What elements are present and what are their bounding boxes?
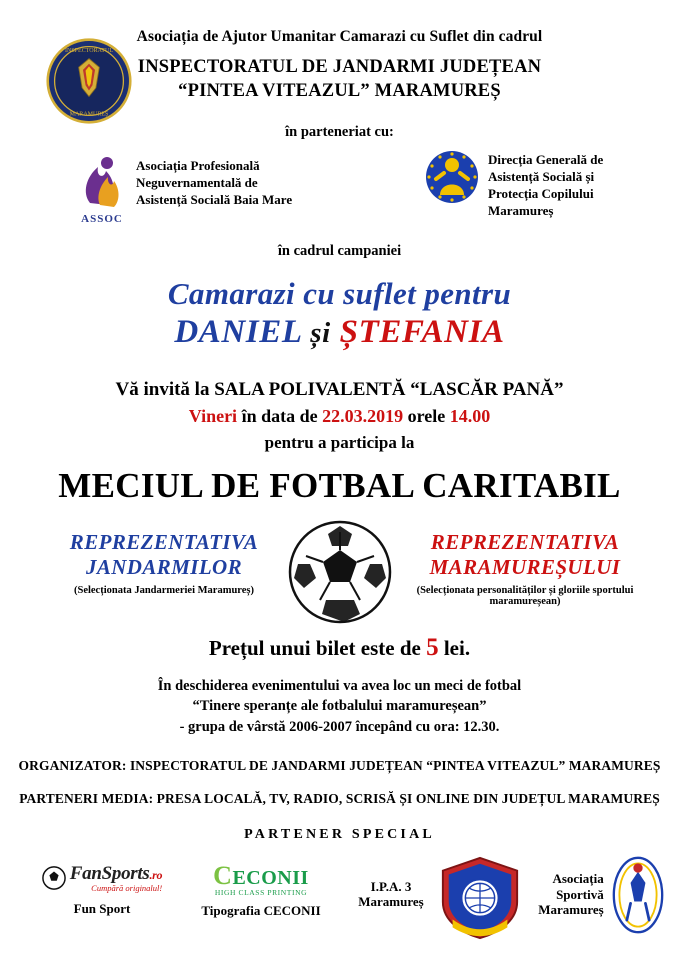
- asoc-caption-line1: Asociația: [552, 871, 604, 887]
- team-right-subtitle: (Selecționata personalităților și gloriile sportului maramureșean): [416, 585, 634, 608]
- ticket-price-line: [14, 634, 665, 662]
- svg-text:MARAMUREȘ: MARAMUREȘ: [69, 111, 109, 118]
- invite-hour: 14.00: [449, 405, 491, 426]
- team-left-subtitle: (Selecționata Jandarmeriei Maramureș): [73, 585, 254, 597]
- invite-hour-word: orele: [407, 405, 446, 426]
- ipa-caption-line2: Maramureș: [358, 894, 424, 910]
- partner-assoc-text: [136, 157, 292, 208]
- sponsor-sports-association: [532, 855, 672, 935]
- sports-association-logo-icon: [532, 855, 672, 935]
- asoc-caption-line3: Maramureș: [538, 902, 604, 918]
- invite-date: 22.03.2019: [322, 405, 404, 426]
- fansports-tld: .ro: [149, 867, 163, 882]
- assoc-text-line1: Asociația Profesională: [136, 157, 260, 173]
- fansports-text: FanSports: [69, 862, 150, 884]
- team-left-name-line1: REPREZENTATIVA: [69, 529, 259, 554]
- team-left-name-line2: JANDARMILOR: [85, 554, 243, 579]
- ceconii-text: ECONII: [232, 866, 309, 889]
- match-title: MECIUL DE FOTBAL CARITABIL: [58, 465, 621, 505]
- assoc-flame-logo-icon: [76, 151, 128, 211]
- assoc-text-line3: Asistență Socială Baia Mare: [136, 192, 293, 208]
- partner-dgaspc-text: [488, 151, 603, 220]
- invite-day: Vineri: [188, 405, 238, 426]
- sponsor-ipa: [346, 867, 436, 910]
- team-right-name: [391, 530, 659, 580]
- assoc-logo-caption: ASSOC: [81, 212, 123, 225]
- dgaspc-text-line4: Maramureș: [488, 203, 554, 219]
- preliminary-line2: “Tinere speranțe ale fotbalului maramureșean”: [192, 698, 487, 715]
- sponsor-ceconii: [186, 861, 336, 918]
- fansports-tagline: Cumpără originalul!: [91, 882, 163, 893]
- sponsor-fansports: [32, 861, 172, 916]
- partners-row: [14, 149, 665, 241]
- campaign-conjunction: și: [310, 316, 331, 349]
- price-amount: 5: [426, 633, 439, 661]
- invite-mid: în data de: [241, 405, 318, 426]
- invite-date-line: [14, 406, 665, 427]
- teams-row: [14, 518, 665, 630]
- campaign-title-names: [14, 314, 665, 351]
- campaign-name-daniel: DANIEL: [174, 313, 302, 350]
- partner-assoc: [76, 151, 292, 225]
- dgaspc-text-line1: Direcția Generală de: [488, 151, 604, 167]
- team-right-name-line1: REPREZENTATIVA: [430, 529, 620, 554]
- preliminary-match-block: [14, 676, 665, 738]
- ceconii-wordmark: [186, 861, 336, 891]
- ipa-text-icon: [346, 879, 436, 910]
- partnership-label: în parteneriat cu:: [285, 123, 394, 140]
- ipa-caption-line1: I.P.A. 3: [370, 878, 412, 894]
- header-line2: INSPECTORATUL DE JANDARMI JUDEȚEAN: [137, 57, 542, 77]
- fansports-wordmark: [70, 863, 162, 885]
- campaign-title-line1: Camarazi cu suflet pentru: [167, 275, 512, 311]
- team-right: [391, 530, 659, 608]
- special-partner-heading: PARTENER SPECIAL: [244, 826, 435, 842]
- football-ball-icon: [286, 518, 394, 626]
- asoc-caption-line2: Sportivă: [556, 886, 604, 902]
- team-left-name: [30, 530, 298, 580]
- team-right-name-line2: MARAMUREȘULUI: [429, 554, 621, 579]
- team-left: [30, 530, 298, 597]
- sponsor-fansports-caption: Fun Sport: [73, 900, 131, 916]
- media-partners-line: PARTENERI MEDIA: PRESA LOCALĂ, TV, RADIO, SCRISĂ ȘI ONLINE DIN JUDEȚUL MARAMUREȘ: [19, 790, 660, 806]
- ceconii-initial: C: [213, 860, 233, 890]
- partner-dgaspc: [424, 149, 603, 220]
- assoc-text-line2: Neguvernamentală de: [136, 174, 258, 190]
- header-line3: “PINTEA VITEAZUL” MARAMUREȘ: [178, 81, 501, 102]
- price-prefix: Prețul unui bilet este de: [208, 635, 421, 660]
- campaign-label: în cadrul campaniei: [277, 242, 402, 259]
- dgaspc-text-line3: Protecția Copilului: [488, 186, 594, 202]
- preliminary-line3: - grupa de vârstă 2006-2007 începând cu ora: 12.30.: [179, 718, 500, 735]
- invite-participate-line: pentru a participa la: [264, 432, 415, 452]
- sponsor-ipa-badge: [432, 855, 528, 946]
- organizer-line: ORGANIZATOR: INSPECTORATUL DE JANDARMI JUDEȚEAN “PINTEA VITEAZUL” MARAMUREȘ: [18, 757, 661, 773]
- fansports-logo-icon: [32, 861, 172, 895]
- dgaspc-eu-stars-logo-icon: [424, 149, 480, 205]
- sponsor-ceconii-caption: Tipografia CECONII: [201, 902, 321, 918]
- preliminary-line1: În deschiderea evenimentului va avea loc un meci de fotbal: [157, 677, 522, 694]
- ceconii-tagline: HIGH CLASS PRINTING: [214, 887, 308, 897]
- svg-text:INSPECTORATUL: INSPECTORATUL: [64, 47, 114, 54]
- invite-venue-line: Vă invită la SALA POLIVALENTĂ “LASCĂR PANĂ”: [115, 378, 564, 400]
- sponsors-row: [14, 853, 665, 953]
- ceconii-logo-icon: [186, 861, 336, 897]
- ipa-shield-badge-icon: [432, 855, 528, 946]
- romanian-gendarmerie-crest-icon: [46, 38, 132, 124]
- dgaspc-text-line2: Asistență Socială și: [488, 168, 595, 184]
- campaign-name-stefania: ȘTEFANIA: [339, 313, 505, 350]
- header-line1: Asociația de Ajutor Umanitar Camarazi cu Suflet din cadrul: [136, 28, 543, 45]
- price-suffix: lei.: [443, 635, 471, 660]
